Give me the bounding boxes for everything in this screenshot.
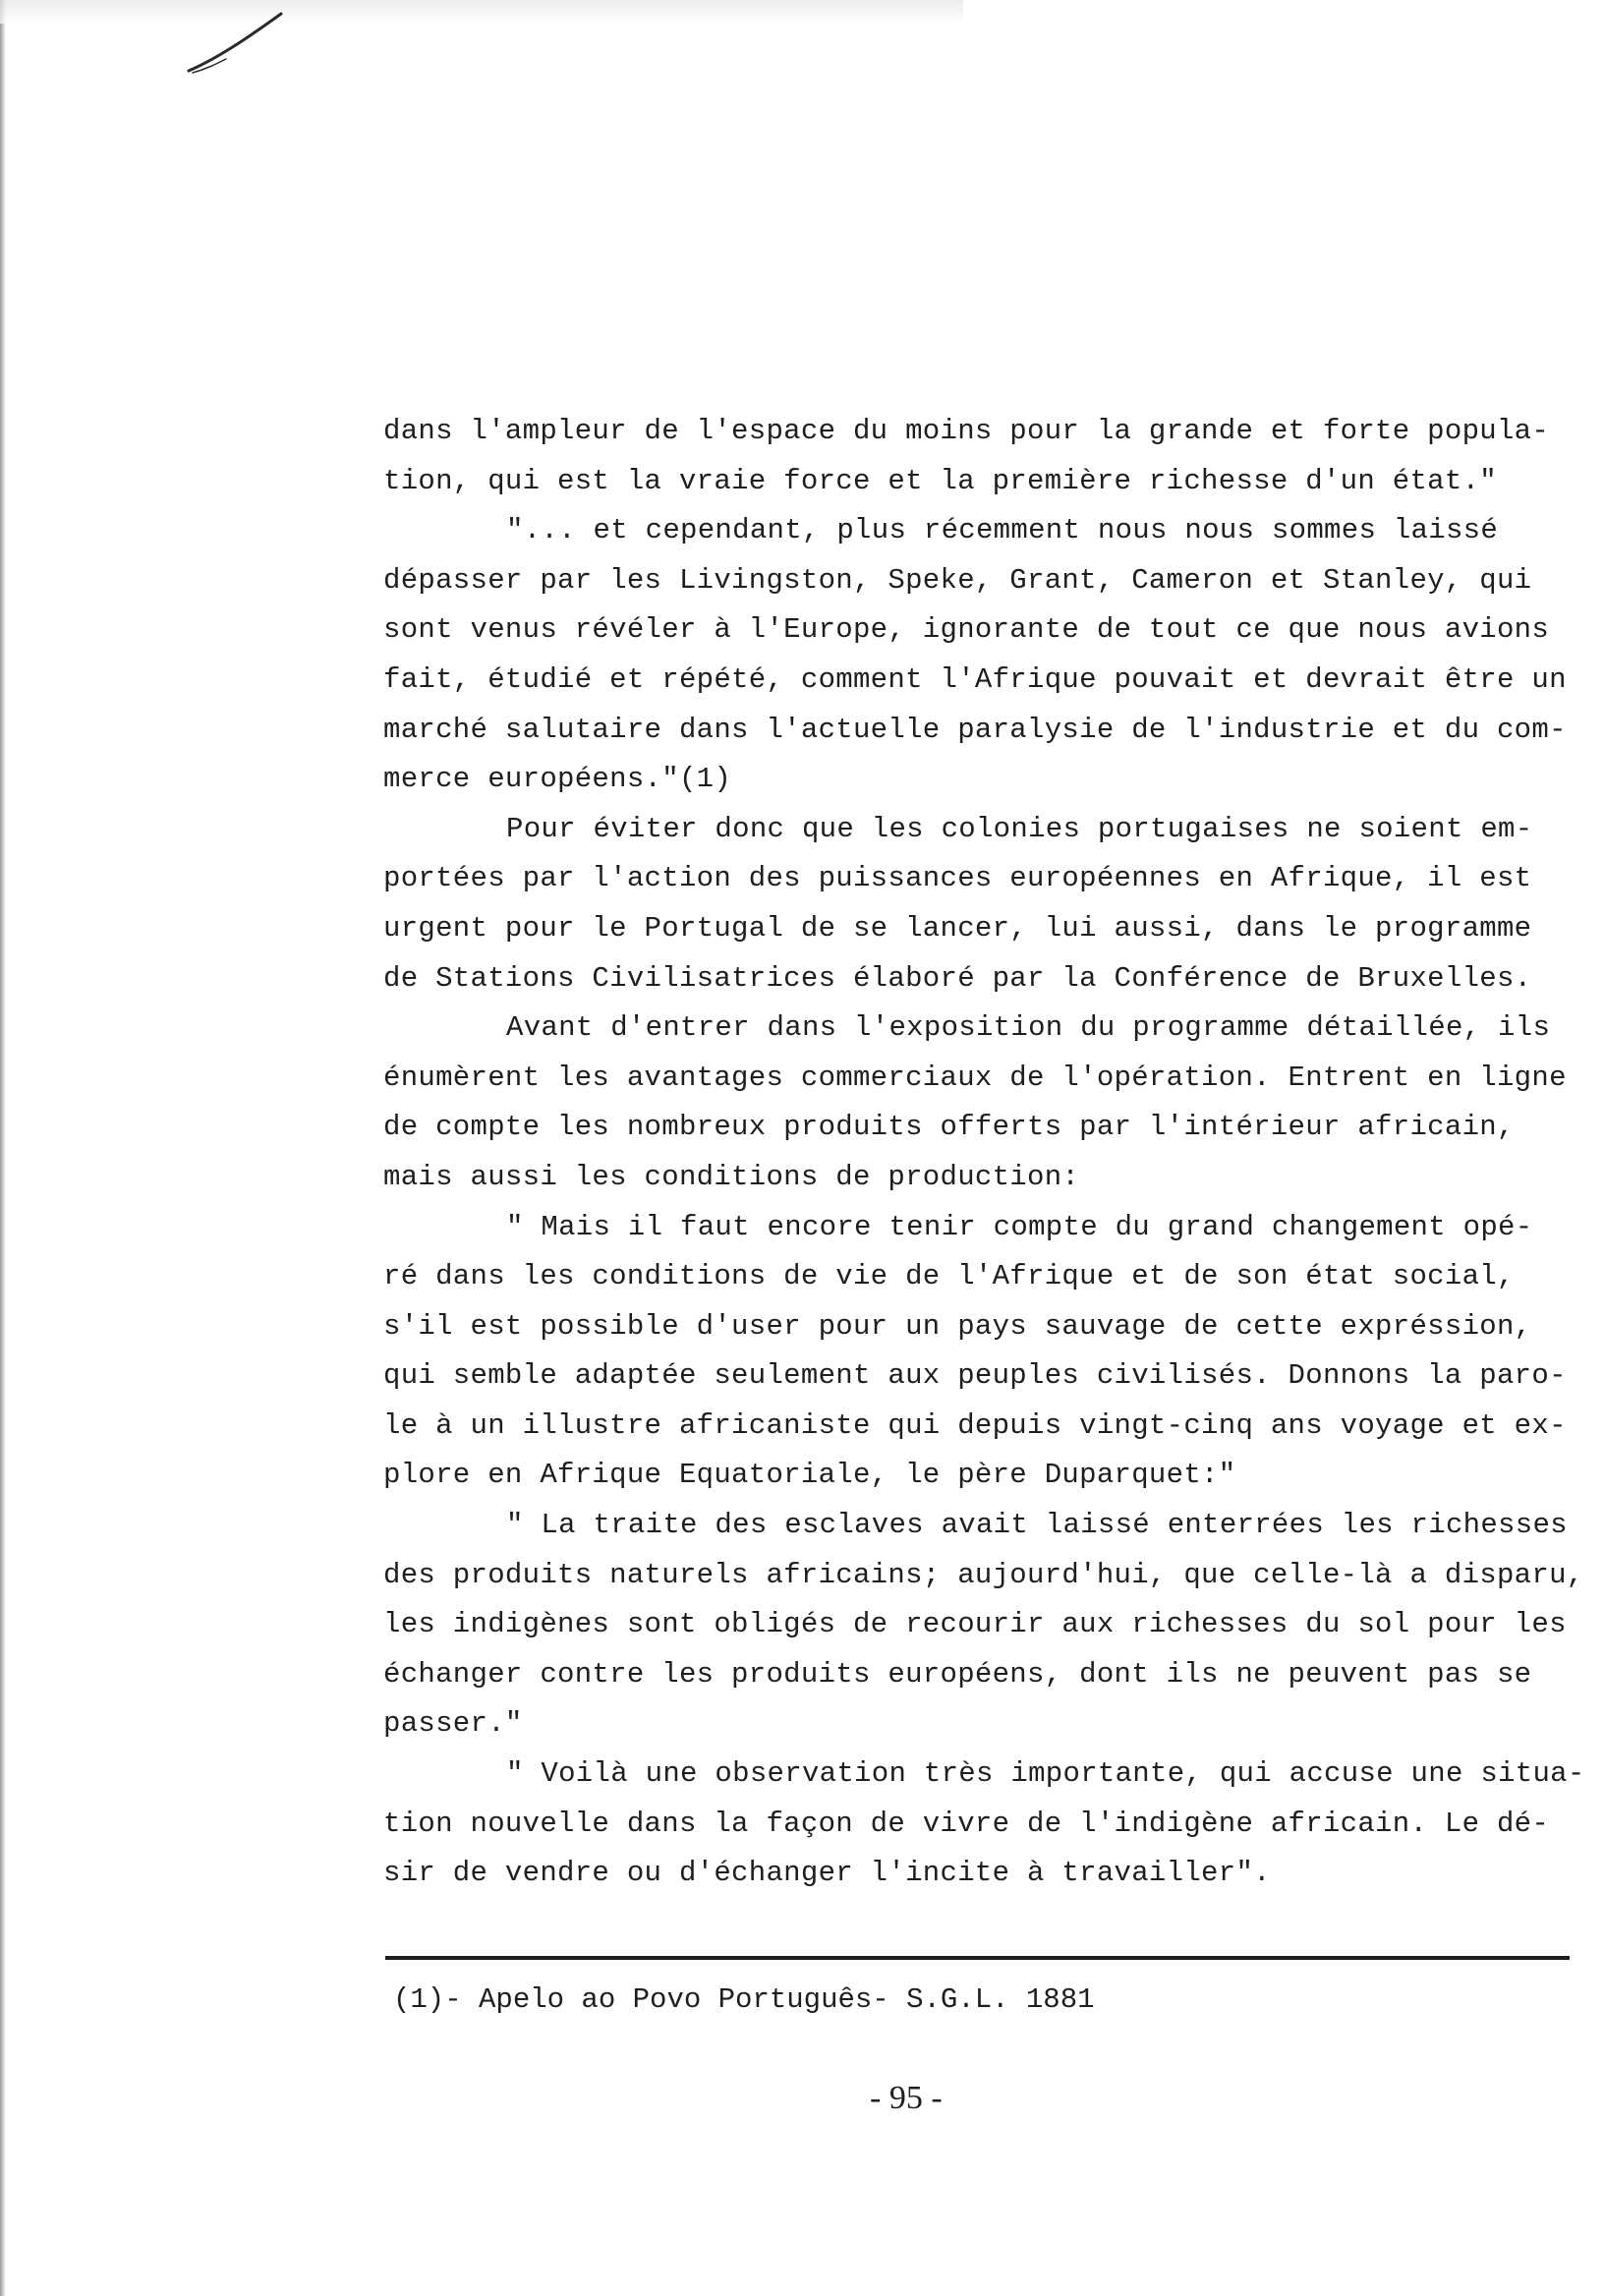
text-line: Pour éviter donc que les colonies portugaises ne soient em- <box>506 812 1533 845</box>
footnote-divider <box>385 1956 1570 1960</box>
text-line: qui semble adaptée seulement aux peuples civilisés. Donnons la paro- <box>383 1359 1567 1393</box>
text-line: des produits naturels africains; aujourd'hui, que celle-là a disparu, <box>383 1558 1584 1591</box>
text-line: passer." <box>383 1707 523 1741</box>
text-line: " Mais il faut encore tenir compte du grand changement opé- <box>506 1210 1533 1243</box>
text-line: " La traite des esclaves avait laissé enterrées les richesses <box>506 1509 1568 1542</box>
text-line: portées par l'action des puissances européennes en Afrique, il est <box>383 862 1532 895</box>
pen-stroke-mark <box>187 10 295 79</box>
text-line: dans l'ampleur de l'espace du moins pour la grande et forte popula- <box>383 415 1550 447</box>
footnote: (1)- Apelo ao Povo Português- S.G.L. 1881 <box>393 1983 1095 2016</box>
text-line: les indigènes sont obligés de recourir aux richesses du sol pour les <box>383 1608 1567 1641</box>
text-line: plore en Afrique Equatoriale, le père Duparquet:" <box>383 1459 1236 1492</box>
text-line: urgent pour le Portugal de se lancer, lui aussi, dans le programme <box>383 911 1532 945</box>
scan-left-edge <box>0 0 6 2296</box>
text-line: "... et cependant, plus récemment nous nous sommes laissé <box>506 514 1499 547</box>
scan-top-shadow <box>0 0 963 24</box>
page-number: - 95 - <box>870 2080 943 2116</box>
text-line: mais aussi les conditions de production: <box>383 1160 1080 1193</box>
text-line: de compte les nombreux produits offerts par l'intérieur africain, <box>383 1111 1515 1144</box>
text-line: tion, qui est la vraie force et la première richesse d'un état." <box>383 464 1497 497</box>
text-line: ré dans les conditions de vie de l'Afrique et de son état social, <box>383 1260 1515 1293</box>
text-line: sont venus révéler à l'Europe, ignorante de tout ce que nous avions <box>383 613 1550 647</box>
text-line: dépasser par les Livingston, Speke, Grant, Cameron et Stanley, qui <box>383 563 1532 597</box>
text-line: s'il est possible d'user pour un pays sauvage de cette expréssion, <box>383 1309 1532 1343</box>
text-line: échanger contre les produits européens, dont ils ne peuvent pas se <box>383 1657 1532 1691</box>
document-body <box>383 407 1587 1899</box>
text-line: marché salutaire dans l'actuelle paralysie de l'industrie et du com- <box>383 713 1567 746</box>
text-line: " Voilà une observation très importante, qui accuse une situa- <box>506 1757 1585 1791</box>
text-line: sir de vendre ou d'échanger l'incite à travailler". <box>383 1857 1271 1890</box>
text-line: merce européens."(1) <box>383 763 732 796</box>
text-line: le à un illustre africaniste qui depuis vingt-cinq ans voyage et ex- <box>383 1408 1567 1442</box>
text-line: énumèrent les avantages commerciaux de l'opération. Entrent en ligne <box>383 1061 1567 1094</box>
text-line: tion nouvelle dans la façon de vivre de l'indigène africain. Le dé- <box>383 1807 1550 1840</box>
text-line: fait, étudié et répété, comment l'Afrique pouvait et devrait être un <box>383 662 1567 696</box>
text-line: de Stations Civilisatrices élaboré par la Conférence de Bruxelles. <box>383 961 1532 995</box>
text-line: Avant d'entrer dans l'exposition du programme détaillée, ils <box>506 1011 1551 1045</box>
